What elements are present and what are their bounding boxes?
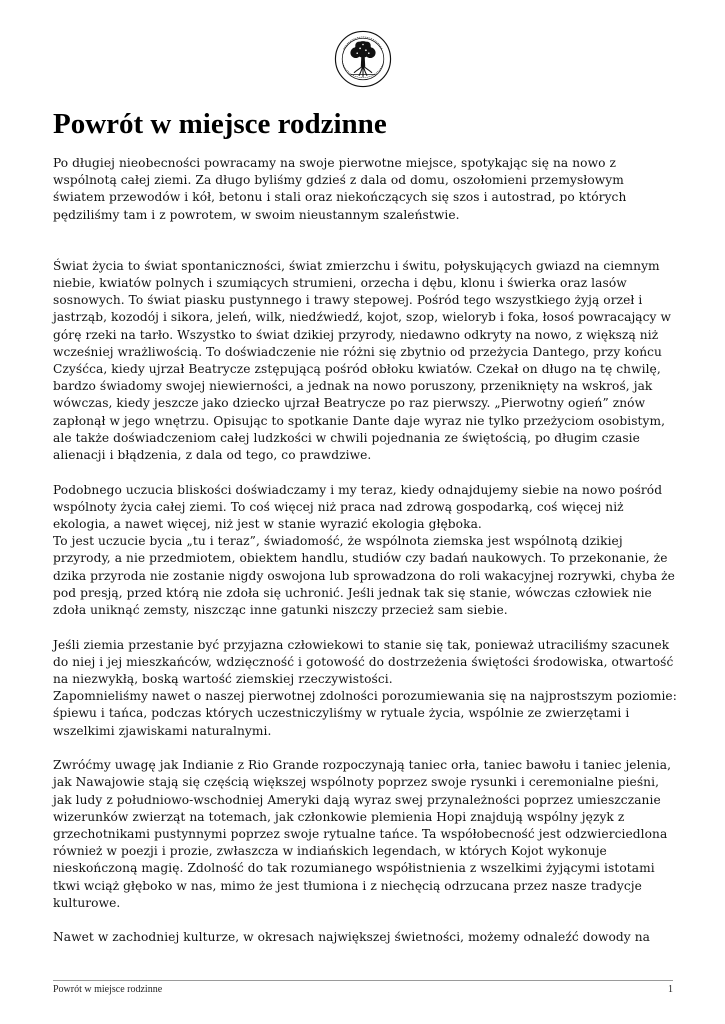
paragraph: Jeśli ziemia przestanie być przyjazna człowiekowi to stanie się tak, ponieważ utraciliśmy szacunek do niej i jej mieszkańców, wdzięczność i gotowość do dostrzeżenia świętości środowiska, otwartość na niezwykłą, boską wartość ziemskiej rzeczywistości. [53,637,674,687]
footer-title: Powrót w miejsce rodzinne [53,984,163,995]
paragraph: Po długiej nieobecności powracamy na swoje pierwotne miejsce, spotykając się na nowo z wspólnotą całej ziemi. Za długo byliśmy gdzieś z dala od domu, oszołomieni przemysłowym światem przewodów i kół, betonu i stali oraz niekończących się szos i autostrad, po których pędziliśmy tam i z powrotem, w swoim nieustannym szaleństwie. [53,156,627,222]
page-number: 1 [668,984,673,995]
paragraph: To jest uczucie bycia „tu i teraz”, świadomość, że wspólnota ziemska jest wspólnotą dzikiej przyrody, a nie przedmiotem, obiektem handlu, studiów czy badań naukowych. To przekonanie, że dzika przyroda nie zostanie nigdy oswojona lub sprowadzona do roli wakacyjnej rozrywki, chyba że pod presją, przed którą nie zdoła się uchronić. Jeśli jednak tak się stanie, wówczas człowiek nie zdoła uniknąć zemsty, niszcząc inne gatunki niszczy przecież sam siebie. [53,534,675,618]
tree-of-life-seal-icon [334,30,392,88]
paragraph: Zapomnieliśmy nawet o naszej pierwotnej zdolności porozumiewania się na najprostszym poziomie: śpiewu i tańca, podczas których uczestniczyliśmy w rytuale życia, wspólnie ze zwierzętami i wszelkimi zjawiskami naturalnymi. [53,689,677,738]
paragraph: Nawet w zachodniej kulturze, w okresach największej świetności, możemy odnaleźć dowody na [53,930,650,945]
paragraph: Świat życia to świat spontaniczności, świat zmierzchu i świtu, połyskujących gwiazd na ciemnym niebie, kwiatów polnych i szumiących strumieni, orzecha i dębu, klonu i świerka oraz lasów sosnowych. To świat piasku pustynnego i trawy stepowej. Pośród tego wszystkiego żyją orzeł i jastrząb, kozodój i sikora, jeleń, wilk, niedźwiedź, kojot, szop, wieloryb i foka, łosoś powracający w górę rzeki na tarło. Wszystko to świat dzikiej przyrody, niedawno odkryty na nowo, z większą niż wcześniej wrażliwością. To doświadczenie nie różni się zbytnio od przeżycia Dantego, przy końcu Czyśćca, kiedy ujrzał Beatrycze zstępującą pośród obłoku kwiatów. Czekał on długo na tę chwilę, bardzo świadomy swojej niewierności, a jednak na nowo poruszony, przeniknięty na wskroś, jak wówczas, kiedy jeszcze jako dziecko ujrzał Beatrycze po raz pierwszy. „Pierwotny ogień” znów zapłonął w jego wnętrzu. Opisując to spotkanie Dante daje wyraz nie tylko przeżyciom osobistym, ale także doświadczeniom całej ludzkości w chwili pojednania ze świętością, po długim czasie alienacji i błądzenia, z dala od tego, co prawdziwe. [53,258,671,463]
document-body [53,155,678,947]
document-title: Powrót w miejsce rodzinne [53,108,387,140]
paragraph: Podobnego uczucia bliskości doświadczamy i my teraz, kiedy odnajdujemy siebie na nowo pośród wspólnoty życia całej ziemi. To coś więcej niż praca nad zdrową gospodarką, coś więcej niż ekologia, a nawet więcej, niż jest w stanie wyrazić ekologia głęboka. [53,482,663,532]
footer-divider [53,980,673,981]
paragraph: Zwróćmy uwagę jak Indianie z Rio Grande rozpoczynają taniec orła, taniec bawołu i taniec jelenia, jak Nawajowie stają się częścią większej wspólnoty poprzez swoje rysunki i ceremonialne pieśni, jak ludy z południowo-wschodniej Ameryki dają wyraz swej przynależności poprzez umieszczanie wizerunków zwierząt na totemach, jak członkowie plemienia Hopi znajdują wspólny język z grzechotnikami pustynnymi poprzez swoje rytualne tańce. Ta współobecność jest odzwierciedlona również w poezji i prozie, zwłaszcza w indiańskich legendach, w których Kojot wykonuje nieskończoną magię. Zdolność do tak rozumianego współistnienia z wszelkimi żyjącymi istotami tkwi wciąż głęboko w nas, mimo że jest tłumiona i z niechęcią odrzucana przez nasze tradycje kulturowe. [53,758,672,910]
